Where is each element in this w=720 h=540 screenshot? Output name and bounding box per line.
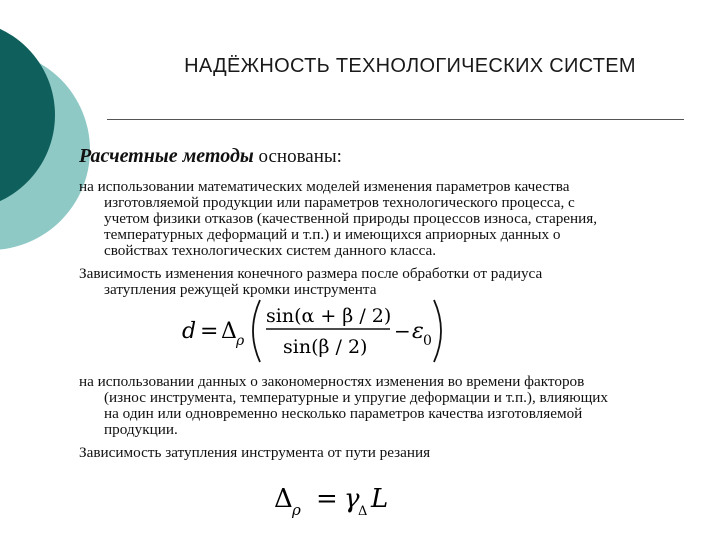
paragraph-time-factors xyxy=(79,374,709,438)
formula-tool-blunting xyxy=(270,477,420,527)
formula2-delta: Δ xyxy=(274,484,293,514)
paragraph-line: на использовании математических моделей изменения параметров качества xyxy=(79,178,570,195)
paragraph-line: Зависимость изменения конечного размера после обработки от радиуса xyxy=(79,265,543,282)
paragraph-dependency-path xyxy=(79,445,709,461)
paragraph-line: на один или одновременно несколько параметров качества изготовляемой xyxy=(104,405,583,422)
formula-size-change xyxy=(178,296,458,366)
paragraph-line: (износ инструмента, температурные и упругие деформации и т.п.), влияющих xyxy=(104,389,608,406)
formula1-eq: = xyxy=(200,319,219,344)
paragraph-models xyxy=(79,179,709,259)
slide-title: НАДЁЖНОСТЬ ТЕХНОЛОГИЧЕСКИХ СИСТЕМ xyxy=(184,55,636,77)
paragraph-line: свойствах технологических систем данного класса. xyxy=(104,242,437,259)
formula2-eq: = xyxy=(316,484,338,514)
paragraph-line: Зависимость затупления инструмента от пути резания xyxy=(79,444,431,461)
formula1-numerator: sin(α + β / 2) xyxy=(266,305,392,327)
right-paren xyxy=(434,300,441,362)
formula2-gamma-sub: Δ xyxy=(358,504,368,519)
formula1-minus: − xyxy=(394,319,411,343)
title-divider xyxy=(107,119,684,120)
formula1-denominator: sin(β / 2) xyxy=(283,336,368,358)
formula2-delta-sub: ρ xyxy=(292,501,301,519)
formula1-lhs: d xyxy=(182,319,197,344)
paragraph-line: изготовляемой продукции или параметров технологического процесса, с xyxy=(104,194,575,211)
lead-emphasis: Расчетные методы xyxy=(79,145,254,167)
formula2-L: L xyxy=(371,484,389,514)
lead-rest: основаны: xyxy=(253,146,342,167)
decorative-circles xyxy=(0,0,90,300)
paragraph-dependency-radius xyxy=(79,266,709,298)
left-paren xyxy=(253,300,260,362)
paragraph-line: температурных деформаций и т.п.) и имеющихся априорных данных о xyxy=(104,226,561,243)
formula1-eps: ε xyxy=(412,319,424,344)
paragraph-line: учетом физики отказов (качественной природы процессов износа, старения, xyxy=(104,210,598,227)
formula1-eps-sub: 0 xyxy=(423,333,432,349)
formula1-delta: Δ xyxy=(221,319,237,344)
formula1-delta-sub: ρ xyxy=(236,333,245,349)
paragraph-line: на использовании данных о закономерностях изменения во времени факторов xyxy=(79,373,585,390)
paragraph-line: продукции. xyxy=(104,421,178,438)
formula2-gamma: γ xyxy=(344,484,360,514)
lead-line xyxy=(79,145,342,168)
paragraph-line: затупления режущей кромки инструмента xyxy=(104,281,377,298)
